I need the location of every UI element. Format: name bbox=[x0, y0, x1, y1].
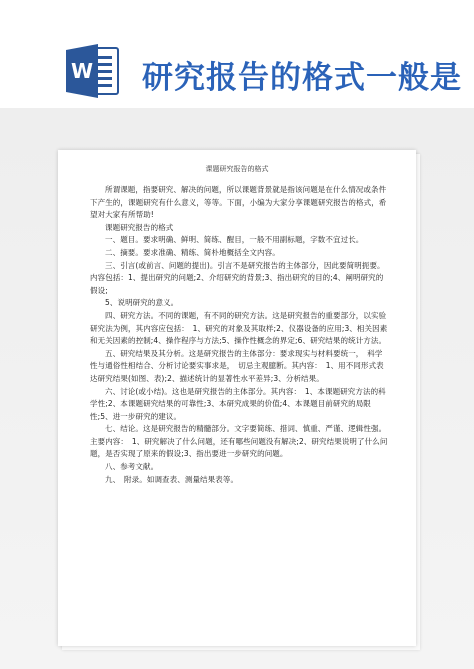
paragraph: 三、引言(或前言、问题的提出)。引言不是研究报告的主体部分，因此要简明扼要。 内容包括：1、提出研究的问题;2、介绍研究的背景;3、指出研究的目的;4、阐明研究的假设; bbox=[90, 260, 389, 295]
paragraph: 一、题目。要求明确、鲜明、简练、醒目，一般不用副标题，字数不宜过长。 bbox=[105, 235, 364, 245]
paragraph: 课题研究报告的格式 bbox=[105, 222, 174, 232]
paragraph: 八、参考文献。 bbox=[105, 462, 159, 472]
paragraph: 所谓课题，指要研究、解决的问题，所以课题背景就是指该问题是在什么情况或条件下产生的，课题研究有什么意义，等等。下面，小编为大家分享课题研究报告的格式，希望对大家有所帮助! bbox=[90, 185, 387, 220]
paragraph: 七、结论。这是研究报告的精髓部分。文字要简练、措词、慎重、严谨、逻辑性强。主要内容： 1、研究解决了什么问题，还有哪些问题没有解决;2、研究结果说明了什么问题，是否实现了原来的假设;3、指出要进一步研究的问题。 bbox=[90, 424, 388, 459]
banner-title: 研究报告的格式一般是 bbox=[142, 60, 462, 96]
paragraph: 五、研究结果及其分析。这是研究报告的主体部分：要求现实与材料要统一， 科学性与通俗性相结合、分析讨论要实事求是， 切忌主观臆断。其内容： 1、用不同形式表达研究结果(如图、表);2、描述统计的显著性水平差异;3、分析结果。 bbox=[90, 348, 384, 383]
document-title: 课题研究报告的格式 bbox=[205, 165, 269, 173]
paragraph: 二、摘要。要求准确、精练、简朴地概括全文内容。 bbox=[105, 247, 280, 257]
paragraph: 5、说明研究的意义。 bbox=[105, 298, 179, 308]
paragraph: 九、 附录。如调查表、测量结果表等。 bbox=[105, 474, 239, 484]
document-page bbox=[58, 150, 416, 646]
paragraph: 四、研究方法。不同的课题，有不同的研究方法。这是研究报告的重要部分，以实验研究法为例，其内容应包括： 1、研究的对象及其取样;2、仪器设备的应用;3、相关因素和无关因素的控制;4、操作程序与方法;5、操作性概念的界定;6、研究结果的统计方法。 bbox=[90, 310, 388, 346]
svg-text:W: W bbox=[70, 59, 94, 83]
banner bbox=[0, 0, 474, 108]
document-body bbox=[90, 184, 390, 486]
paragraph: 六、讨论(或小结)。这也是研究报告的主体部分。其内容： 1、本课题研究方法的科学性;2、本课题研究结果的可靠性;3、本研究成果的价值;4、本课题目前研究的局限性;5、进一步研究的建议。 bbox=[90, 386, 386, 421]
word-icon bbox=[64, 40, 120, 102]
